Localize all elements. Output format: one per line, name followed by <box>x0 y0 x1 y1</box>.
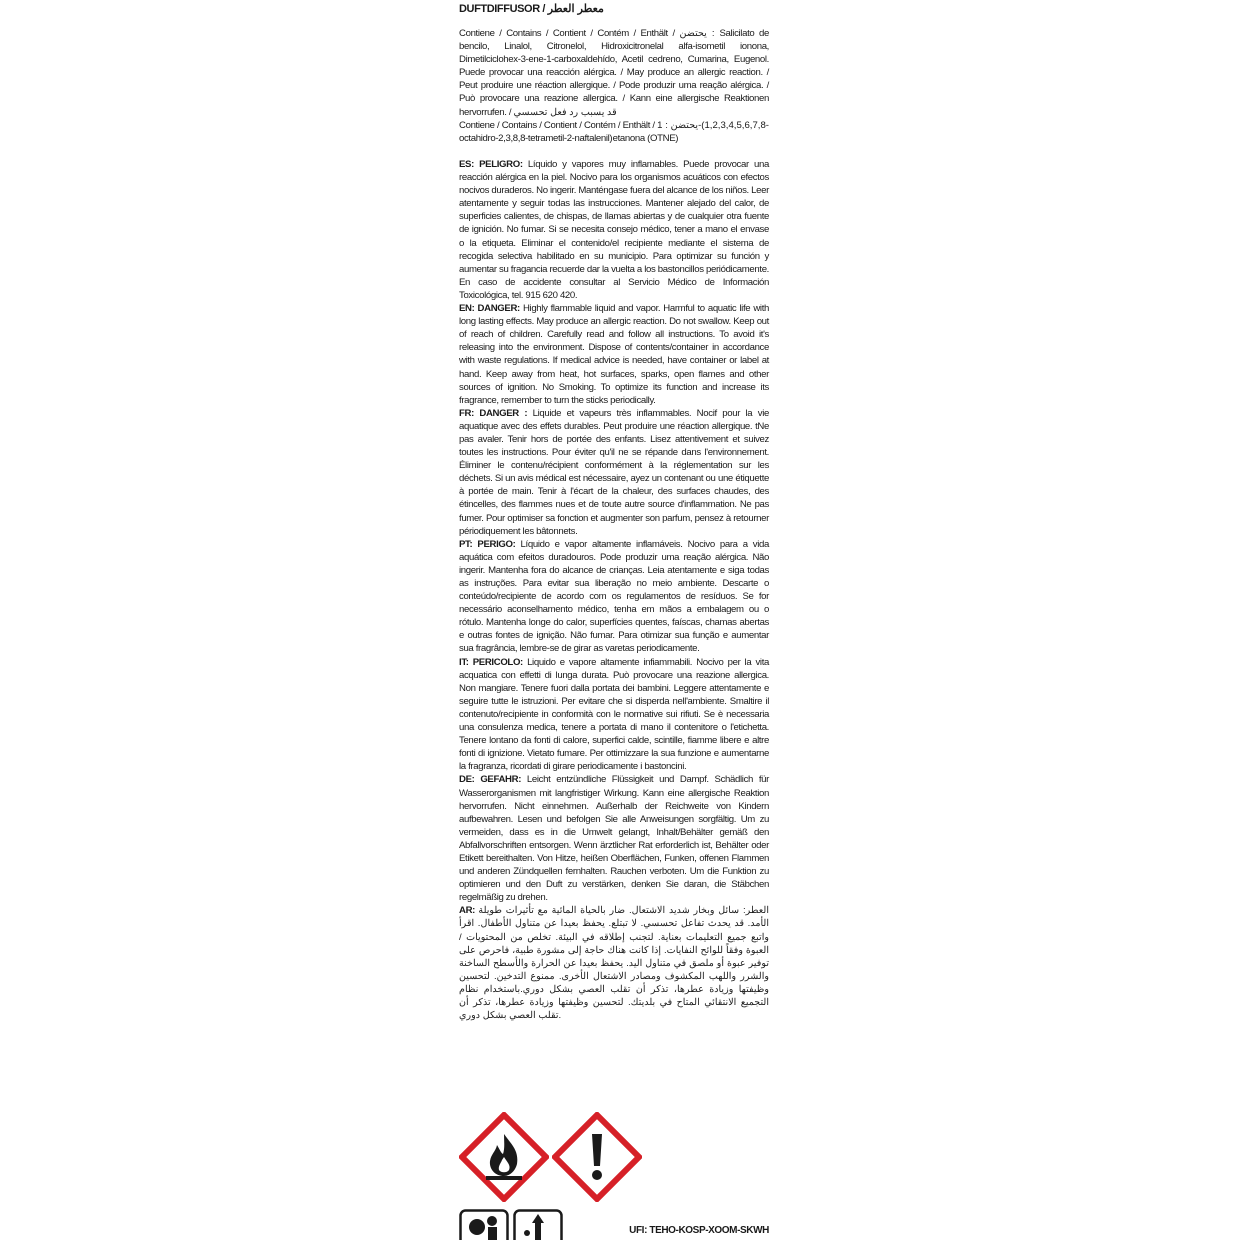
keep-from-children-icon <box>459 1209 509 1240</box>
warning-text-pt: Líquido e vapor altamente inflamáveis. Nocivo para a vida aquática com efeitos duradouros. Pode produzir uma reação alérgica. Não ingerir. Mantenha fora do alcance de crianças. Leia atentamente e siga todas as instruções. Para evitar sua liberação no meio ambiente. Descarte o conteúdo/recipiente de acordo com os regulamentos de resíduos. Se for necessário aconselhamento médico, tenha em mãos a embalagem ou o rótulo. Mantenha longe do calor, superfícies quentes, faíscas, chamas abertas e outras fontes de ignição. Não fumar. Para otimizar sua função e aumentar sua fragrância, lembre-se de girar as varetas periodicamente. <box>459 538 769 655</box>
warning-text-it: Liquido e vapore altamente infiammabili. Nocivo per la vita acquatica con effetti di lunga durata. Può provocare una reazione allergica. Non mangiare. Tenere fuori dalla portata dei bambini. Leggere attentamente e seguire tutte le istruzioni. Per evitare che si disperda nell'ambiente. Smaltire il contenuto/recipiente in conformità con le normative sui rifiuti. Se è necessaria una consulenza medica, tenere a portata di mano il contenitore o l'etichetta. Tenere lontano da fonti di calore, superfici calde, scintille, fiamme libere e altre fonti di ignizione. Vietato fumare. Per ottimizzare la sua funzione e aumentarne la fragranza, ricordati di girare periodicamente i bastoncini. <box>459 656 769 773</box>
warning-text-de: Leicht entzündliche Flüssigkeit und Dampf. Schädlich für Wasserorganismen mit langfristiger Wirkung. Kann eine allergische Reaktion hervorrufen. Nicht einnehmen. Außerhalb der Reichweite von Kindern aufbewahren. Lesen und befolgen Sie alle Anweisungen sorgfältig. Um zu vermeiden, dass es in die Umwelt gelangt, Inhalt/Behälter gemäß den Abfallvorschriften entsorgen. Wenn ärztlicher Rat erforderlich ist, Behälter oder Etikett bereithalten. Von Hitze, heißen Oberflächen, Funken, offenen Flammen und anderen Zündquellen fernhalten. Rauchen verboten. Um die Funktion zu optimieren und den Duft zu verstärken, denken Sie daran, die Stäbchen regelmäßig zu drehen. <box>459 774 769 904</box>
signal-word-ar: AR: <box>459 905 476 917</box>
warning-de <box>459 773 769 904</box>
contains-otne: Contiene / Contains / Contient / Contém / Enthält / يحتضن : 1-(1,2,3,4,5,6,7,8-octahidro-2,3,8,8-tetrametil-2-naftalenil)etanona (OTNE) <box>459 119 769 144</box>
warning-text-ar: العطر: سائل وبخار شديد الاشتعال. ضار بالحياة المائية مع تأثيرات طويلة الأمد. قد يحدث تفاعل تحسسي. لا تبتلع. يحفظ بعيدا عن متناول الأطفال. اقرأ واتبع جميع التعليمات بعناية. لتجنب إطلاقه في البيئة. تخلص من المحتويات / العبوة وفقاً للوائح النفايات. إذا كانت هناك حاجة إلى مشورة طبية، فاحرص على توفير عبوة أو ملصق في متناول اليد. يحفظ بعيدا عن الحرارة والأسطح الساخنة والشرر واللهب المكشوف ومصادر الاشتعال الأخرى. ممنوع التدخين. لتحسين وظيفتها وزيادة عطرها، تذكر أن تقلب العصي بشكل دوري.باستخدام نظام التجميع الانتقائي المتاح في بلديتك. لتحسين وظيفتها وزيادة عطرها، تذكر أن تقلب العصي بشكل دوري. <box>459 905 769 1022</box>
pregnancy-warning-icon <box>513 1209 563 1240</box>
warning-it <box>459 656 769 774</box>
warning-pt <box>459 538 769 656</box>
signal-word-it: IT: PERICOLO: <box>459 656 523 668</box>
signal-word-en: EN: DANGER: <box>459 303 520 315</box>
exclamation-mark-icon <box>552 1112 642 1202</box>
ghs-pictograms <box>459 1112 649 1202</box>
warning-ar <box>459 904 769 1022</box>
signal-word-es: ES: PELIGRO: <box>459 159 523 170</box>
warning-fr <box>459 407 769 538</box>
ufi-code: UFI: TEHO-KOSP-XOOM-SKWH <box>629 1225 769 1236</box>
signal-word-fr: FR: DANGER : <box>459 407 528 419</box>
warning-text-fr: Liquide et vapeurs très inflammables. Nocif pour la vie aquatique avec des effets durables. Peut produire une réaction allergique. tNe pas avaler. Tenir hors de portée des enfants. Lisez attentivement et suivez toutes les instructions. Pour éviter qu'il ne se répande dans l'environnement. Éliminer le contenu/récipient conformément à la réglementation sur les déchets. Si un avis médical est nécessaire, ayez un contenant ou une étiquette à portée de main. Tenir à l'écart de la chaleur, des surfaces chaudes, des étincelles, des flammes nues et de toute autre source d'inflammation. Ne pas fumer. Pour optimiser sa fonction et augmenter son parfum, pensez à retourner périodiquement les bâtonnets. <box>459 407 769 537</box>
signal-word-de: DE: GEFAHR: <box>459 774 522 786</box>
contains-allergens: Contiene / Contains / Contient / Contém / Enthält / يحتضن : Salicilato de bencilo, Linalol, Citronelol, Hidroxicitronelal alfa-isometil ionona, Dimetilciclohex-3-ene-1-carboxaldehído, Acetil cedreno, Cumarina, Eugenol. Puede provocar una reacción alérgica. / May produce an allergic reaction. / Peut produire une réaction allergique. / Pode produzir uma reação alérgica. / Può provocare una reazione allergica. / Kann eine allergische Reaktionen hervorrufen. / قد يسبب رد فعل تحسسي <box>459 28 769 118</box>
product-name: DUFTDIFFUSOR / معطر العطر <box>459 3 604 15</box>
precaution-icons <box>459 1209 569 1240</box>
warning-text-es: Líquido y vapores muy inflamables. Puede provocar una reacción alérgica en la piel. Nocivo para los organismos acuáticos con efectos nocivos duraderos. No ingerir. Manténgase fuera del alcance de los niños. Leer atentamente y seguir todas las instrucciones. Mantener alejado del calor, de superficies calientes, de chispas, de llamas abiertas y de cualquier otra fuente de ignición. No fumar. Si se necesita consejo médico, tener a mano el envase o la etiqueta. Eliminar el contenido/el recipiente mediante el sistema de recogida selectiva habilitado en su municipio. Para optimizar su función y aumentar su fragancia recuerde dar la vuelta a los bastoncillos periódicamente. En caso de accidente consultar al Servicio Médico de Información Toxicológica, tel. 915 620 420. <box>459 159 769 301</box>
product-label <box>459 0 769 1240</box>
warnings-block <box>459 158 769 1022</box>
composition-block <box>459 27 769 145</box>
flame-icon <box>459 1112 549 1202</box>
warning-es <box>459 158 769 302</box>
signal-word-pt: PT: PERIGO: <box>459 538 516 550</box>
warning-en <box>459 302 769 407</box>
warning-text-en: Highly flammable liquid and vapor. Harmful to aquatic life with long lasting effects. May produce an allergic reaction. Do not swallow. Keep out of reach of children. Carefully read and follow all instructions. To avoid it's releasing into the environment. Dispose of contents/container in accordance with waste regulations. If medical advice is needed, have container or label at hand. Keep away from heat, hot surfaces, sparks, open flames and other sources of ignition. No Smoking. To optimize its function and increase its fragrance, remember to turn the sticks periodically. <box>459 303 769 406</box>
